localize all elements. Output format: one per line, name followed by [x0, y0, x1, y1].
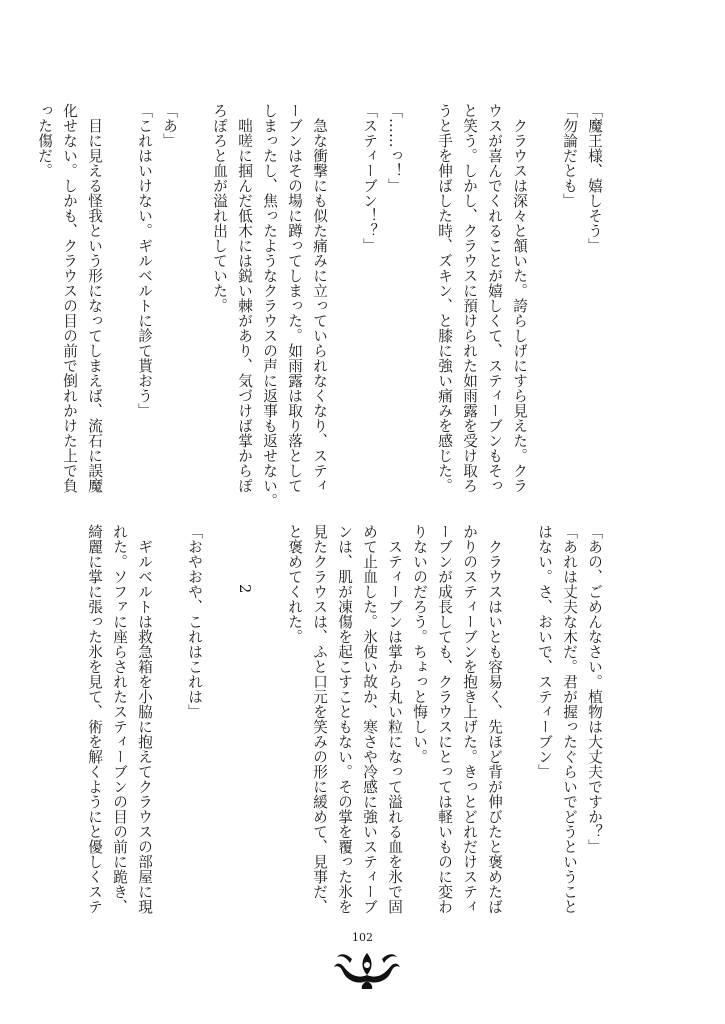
- text-line: と褒めてくれた。: [286, 524, 303, 644]
- text-line: めて止血した。氷使い故か、寒さや冷感に強いスティーブ: [361, 524, 378, 914]
- ornament-icon: [332, 945, 402, 989]
- text-line: った傷だ。: [36, 103, 53, 178]
- page-number: 102: [352, 931, 373, 944]
- blank-line: [157, 524, 182, 944]
- text-line: ーブンが成長しても、クラウスにとっては軽いものに変わ: [436, 524, 453, 914]
- upper-text-block: [32, 103, 607, 508]
- text-line: 咄嗟に掴んだ低木には鋭い棘があり、気づけば掌からぽ: [236, 103, 253, 493]
- blank-line: [257, 524, 282, 944]
- blank-line: [532, 103, 557, 503]
- lower-text-block: [82, 524, 607, 944]
- text-line: うと手を伸ばした時、ズキン、と膝に強い痛みを感じた。: [436, 103, 453, 493]
- text-line: 「あれは丈夫な木だ。君が握ったぐらいでどうということ: [561, 524, 578, 914]
- text-line: 「勿論だとも」: [561, 103, 578, 208]
- text-line: れた。ソファに座らされたスティーブンの目の前に跪き、: [111, 524, 128, 914]
- text-line: 「……っ！」: [386, 103, 403, 193]
- text-line: ウスが喜んでくれることが嬉しくて、スティーブンもそっ: [486, 103, 503, 493]
- text-line: ギルベルトは救急箱を小脇に抱えてクラウスの部屋に現: [136, 524, 153, 914]
- text-line: 「これはいけない。ギルベルトに診て貰おう」: [136, 103, 153, 418]
- text-line: 「スティーブン！？」: [361, 103, 378, 253]
- text-line: 「おやおや、これはこれは」: [186, 524, 203, 719]
- blank-line: [332, 103, 357, 503]
- text-line: と笑う。しかし、クラウスに預けられた如雨露を受け取ろ: [461, 103, 478, 493]
- text-line: 「あ」: [161, 103, 178, 148]
- text-line: クラウスはいとも容易く、先ほど背が伸びたと褒めたば: [486, 524, 503, 914]
- text-line: 化せない。しかも、クラウスの目の前で倒れかけた上で負: [61, 103, 78, 493]
- blank-line: [407, 103, 432, 503]
- blank-line: [507, 524, 532, 944]
- text-line: ンは、肌が凍傷を起こすこともない。その掌を覆った氷を: [336, 524, 353, 914]
- text-line: はない。さ、おいで、スティーブン」: [536, 524, 553, 779]
- section-number: 2: [236, 584, 253, 594]
- text-line: かりのスティーブンを抱き上げた。きっとどれだけスティ: [461, 524, 478, 914]
- blank-line: [207, 524, 232, 944]
- blank-line: [107, 103, 132, 503]
- text-line: 「魔王様、嬉しそう」: [586, 103, 603, 253]
- text-line: 目に見える怪我という形になってしまえば、流石に誤魔: [86, 103, 103, 493]
- text-line: ーブンはその場に蹲ってしまった。如雨露は取り落として: [286, 103, 303, 493]
- text-line: 綺麗に掌に張った氷を見て、術を解くようにと優しくステ: [86, 524, 103, 914]
- text-line: しまったし、焦ったようなクラウスの声に返事も返せない。: [261, 103, 278, 508]
- text-line: スティーブンは掌から丸い粒になって溢れる血を氷で固: [386, 524, 403, 914]
- text-line: 急な衝撃にも似た痛みに立っていられなくなり、スティ: [311, 103, 328, 493]
- text-line: 「あの、ごめんなさい。植物は大丈夫ですか？」: [586, 524, 603, 854]
- text-line: ろぽろと血が溢れ出していた。: [211, 103, 228, 313]
- text-line: 見たクラウスは、ふと口元を笑みの形に緩めて、見事だ、: [311, 524, 328, 914]
- blank-line: [182, 103, 207, 503]
- text-line: クラウスは深々と頷いた。誇らしげにすら見えた。クラ: [511, 103, 528, 493]
- text-line: りないのだろう。ちょっと悔しい。: [411, 524, 428, 764]
